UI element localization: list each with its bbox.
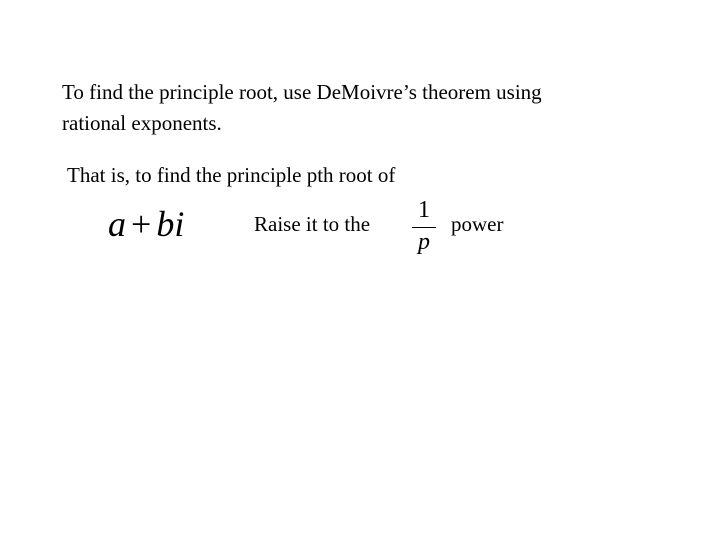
expression-bi: bi	[156, 204, 185, 244]
complex-number-expression	[108, 200, 184, 248]
fraction-numerator: 1	[418, 197, 430, 223]
that-is-sentence: That is, to find the principle pth root of	[67, 163, 396, 187]
expression-a: a	[108, 204, 126, 244]
fraction-one-over-p	[410, 196, 438, 262]
fraction-denominator: p	[418, 229, 430, 255]
intro-line-2: rational exponents.	[62, 111, 222, 135]
intro-line-1: To find the principle root, use DeMoivre’s theorem using	[62, 80, 542, 104]
expression-plus: +	[131, 204, 152, 244]
raise-instruction: Raise it to the	[254, 212, 371, 236]
power-label: power	[451, 212, 504, 236]
intro-paragraph	[62, 77, 662, 139]
